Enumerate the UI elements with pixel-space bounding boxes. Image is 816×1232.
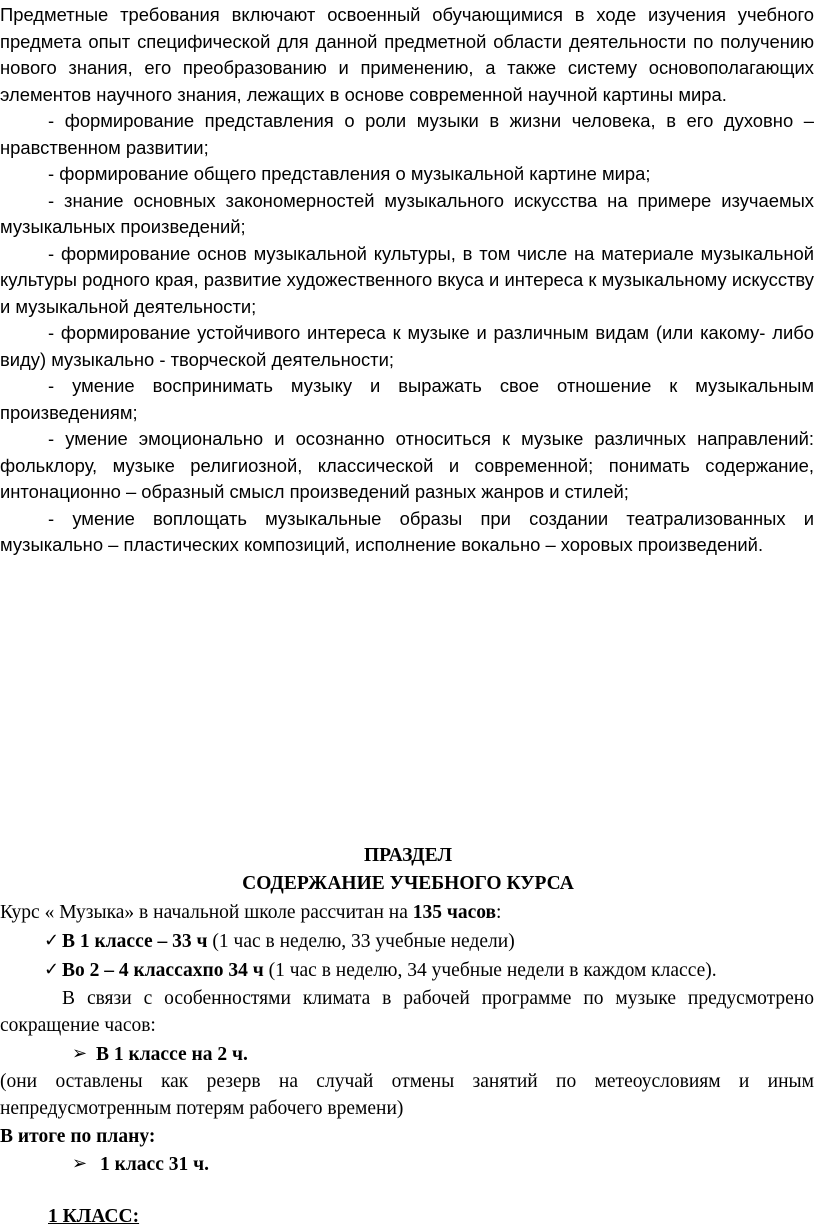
- arrow-bullet-icon: ➢: [72, 1043, 88, 1064]
- course-text: Курс « Музыка» в начальной школе рассчитан на: [0, 902, 413, 923]
- grade1-label: В 1 классе – 33 ч: [62, 931, 208, 952]
- requirement-item: - формирование общего представления о музыкальной картине мира;: [48, 163, 651, 184]
- grade2-4-detail: (1 час в неделю, 34 учебные недели в каждом классе).: [263, 960, 717, 981]
- course-colon: :: [496, 902, 502, 923]
- arrow-bullet-icon: ➢: [72, 1153, 88, 1174]
- requirement-item: - формирование представления о роли музыки в жизни человека, в его духовно – нравственном развитии;: [0, 110, 814, 158]
- reduction-text: В 1 классе на 2 ч.: [96, 1044, 248, 1065]
- grade1-hours: [62, 929, 802, 956]
- plan-total-value-text: 1 класс 31 ч.: [100, 1154, 209, 1175]
- requirements-text: [0, 2, 814, 559]
- course-summary: [0, 900, 814, 927]
- class-heading-text: 1 КЛАСС:: [48, 1206, 140, 1227]
- plan-total-value: [100, 1152, 700, 1179]
- climate-note-line1: В связи с особенностями климата в рабочей программе по музыке предусмотрено: [62, 988, 814, 1009]
- check-icon: ✓: [44, 930, 60, 951]
- requirement-item: - умение эмоционально и осознанно относиться к музыке различных направлений: фольклору, музыке религиозной, классической и современной; понимать содержание, интонационно – образный смысл произведений разных жанров и стилей;: [0, 428, 814, 502]
- intro-paragraph: Предметные требования включают освоенный обучающимися в ходе изучения учебного предмета опыт специфической для данной предметной области деятельности по получению нового знания, его преобразованию и применению, а также систему основополагающих элементов научного знания, лежащих в основе современной научной картины мира.: [0, 4, 814, 105]
- climate-note-line2: сокращение часов:: [0, 1015, 156, 1036]
- plan-total-label: [0, 1124, 814, 1151]
- requirement-item: - формирование основ музыкальной культуры, в том числе на материале музыкальной культуры родного края, развитие художественного вкуса и интереса к музыкальному искусству и музыкальной деятельности;: [0, 242, 814, 317]
- reserve-note-line2: непредусмотренным потерям рабочего времени): [0, 1098, 404, 1119]
- grade2-4-hours: [62, 958, 802, 985]
- reduction-line: [96, 1042, 696, 1069]
- section-title: СОДЕРЖАНИЕ УЧЕБНОГО КУРСА: [242, 873, 574, 894]
- reserve-note-line1: (они оставлены как резерв на случай отмены занятий по метеоусловиям и иным: [0, 1071, 814, 1092]
- course-hours: 135 часов: [412, 902, 497, 923]
- plan-total-text: В итоге по плану:: [0, 1126, 156, 1147]
- section-heading: ПРАЗДЕЛ: [364, 845, 452, 866]
- requirement-item: - умение воспринимать музыку и выражать свое отношение к музыкальным произведениям;: [0, 375, 814, 423]
- requirement-item: - умение воплощать музыкальные образы при создании театрализованных и музыкально – пластических композиций, исполнение вокально – хоровых произведений.: [0, 507, 814, 555]
- requirement-item: - формирование устойчивого интереса к музыке и различным видам (или какому- либо виду) музыкально - творческой деятельности;: [0, 322, 814, 370]
- check-icon: ✓: [44, 959, 60, 980]
- grade2-4-label: Во 2 – 4 классахпо 34 ч: [62, 960, 264, 981]
- class-heading: [48, 1204, 648, 1231]
- grade1-detail: (1 час в неделю, 33 учебные недели): [207, 931, 515, 952]
- requirement-item: - знание основных закономерностей музыкального искусства на примере изучаемых музыкальных произведений;: [0, 189, 814, 237]
